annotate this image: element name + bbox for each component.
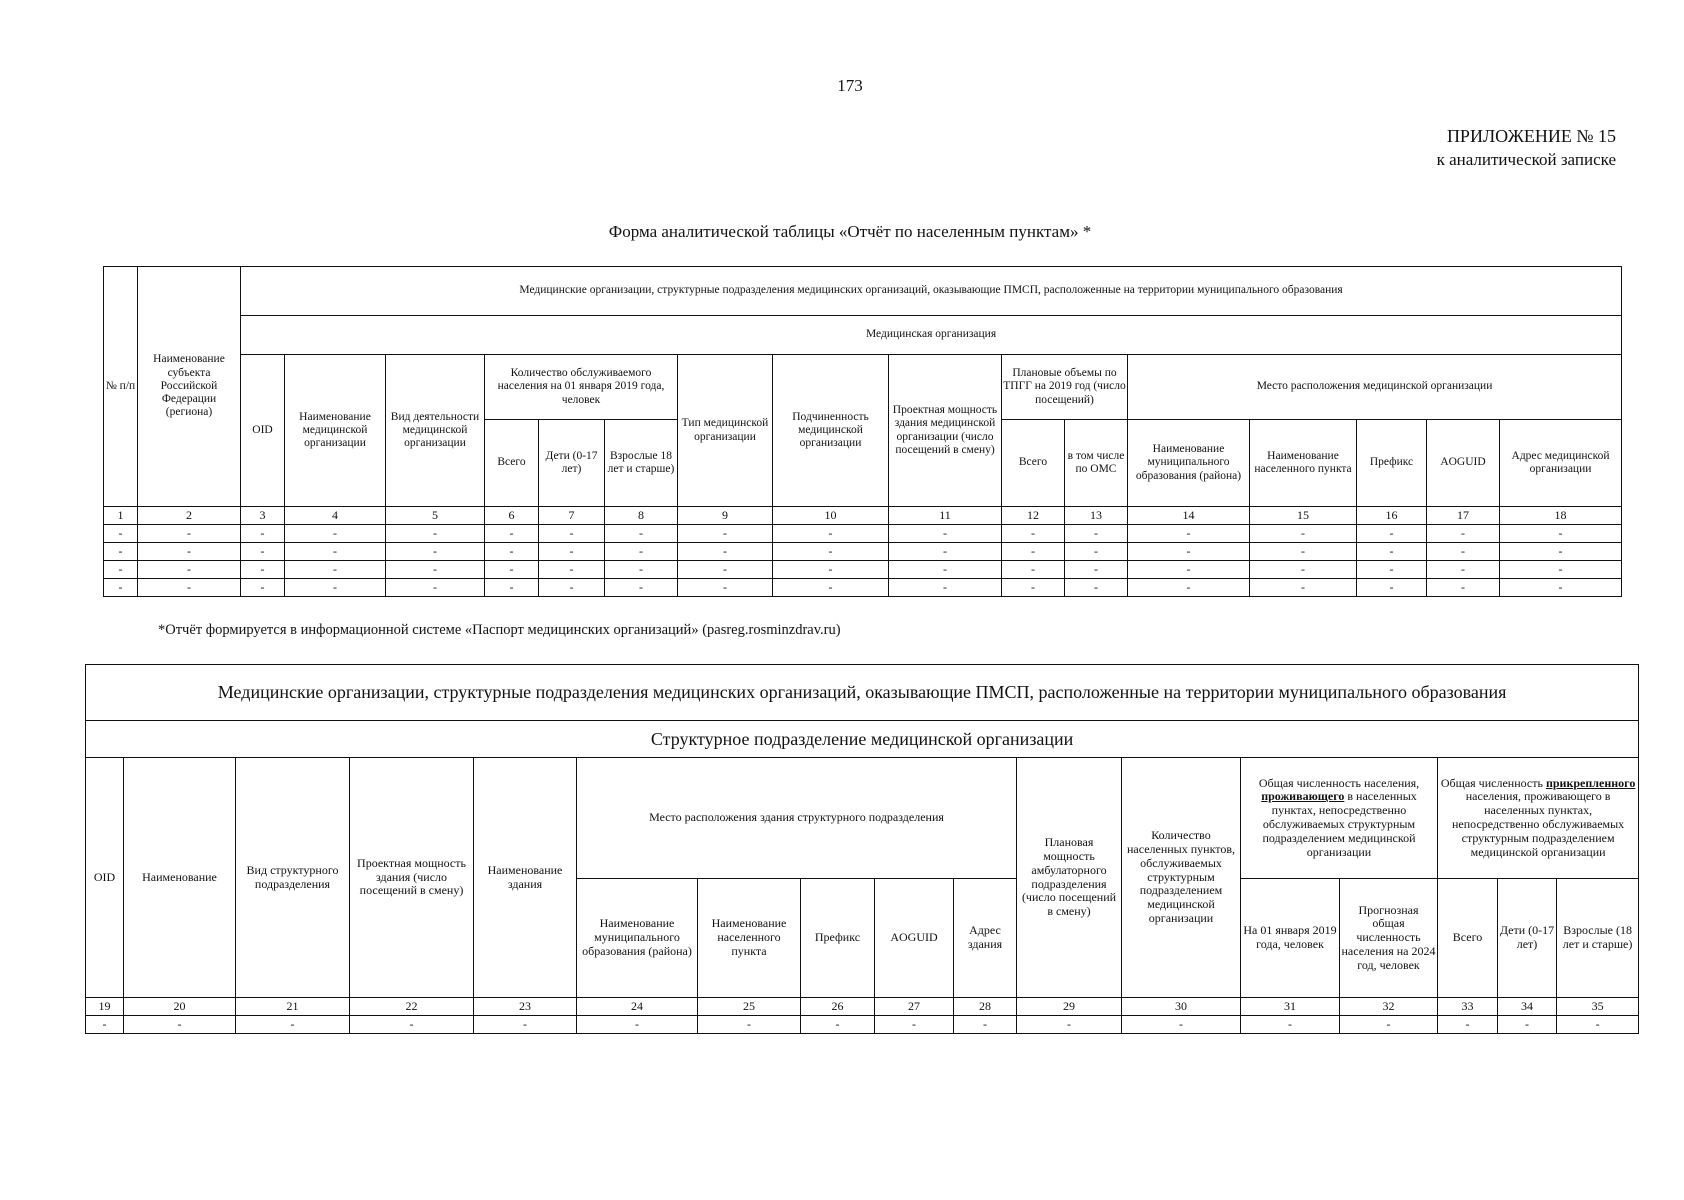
table-cell: - <box>241 543 285 561</box>
header-oid: OID <box>86 758 124 998</box>
page-number: 173 <box>837 76 863 95</box>
table-cell: 5 <box>386 507 485 525</box>
header-population: Количество обслуживаемого населения на 01 января 2019 года, человек <box>485 355 678 420</box>
table-cell: - <box>605 579 678 597</box>
table-cell: 26 <box>801 998 875 1016</box>
header-subordination: Подчиненность медицинской организации <box>773 355 889 507</box>
header-municipality: Наименование муниципального образования (района) <box>1128 420 1250 507</box>
header-outpatient-capacity: Плановая мощность амбулаторного подразделения (число посещений в смену) <box>1017 758 1122 998</box>
table-cell: - <box>104 561 138 579</box>
table-cell: - <box>1241 1016 1340 1034</box>
table-cell: - <box>1065 543 1128 561</box>
table-cell: - <box>86 1016 124 1034</box>
table-cell: - <box>539 579 605 597</box>
table-cell: - <box>104 543 138 561</box>
table-row <box>104 525 1622 543</box>
table-cell: - <box>285 561 386 579</box>
header-settlement: Наименование населенного пункта <box>698 879 801 998</box>
table-cell: 20 <box>124 998 236 1016</box>
table-cell: - <box>1427 543 1500 561</box>
header-region: Наименование субъекта Российской Федерации (региона) <box>138 267 241 507</box>
table-cell: - <box>1002 525 1065 543</box>
table-cell: - <box>1250 525 1357 543</box>
table-cell: - <box>698 1016 801 1034</box>
table-cell: 1 <box>104 507 138 525</box>
table-cell: - <box>138 543 241 561</box>
table-cell: 24 <box>577 998 698 1016</box>
table-cell: - <box>124 1016 236 1034</box>
table-cell: - <box>241 561 285 579</box>
table-cell: - <box>801 1016 875 1034</box>
table-cell: 18 <box>1500 507 1622 525</box>
table-cell: 15 <box>1250 507 1357 525</box>
table-cell: - <box>539 543 605 561</box>
report-table-structural-units <box>85 664 1639 1034</box>
table-cell: - <box>241 579 285 597</box>
header-building-location: Место расположения здания структурного подразделения <box>577 758 1017 879</box>
table-cell: - <box>678 525 773 543</box>
table-cell: - <box>605 525 678 543</box>
header-unit-type: Вид структурного подразделения <box>236 758 350 998</box>
table-cell: 4 <box>285 507 386 525</box>
header-building-name: Наименование здания <box>474 758 577 998</box>
form-title: Форма аналитической таблицы «Отчёт по населенным пунктам» * <box>608 222 1092 241</box>
header-prefix: Префикс <box>801 879 875 998</box>
table-cell: - <box>138 579 241 597</box>
table-cell: 13 <box>1065 507 1128 525</box>
header-aoguid: AOGUID <box>1427 420 1500 507</box>
table-row <box>86 1016 1639 1034</box>
table-cell: - <box>236 1016 350 1034</box>
appendix-title: ПРИЛОЖЕНИЕ № 15 <box>1446 126 1616 146</box>
table-cell: 14 <box>1128 507 1250 525</box>
table-cell: - <box>1357 579 1427 597</box>
table-cell: 10 <box>773 507 889 525</box>
table-cell: - <box>350 1016 474 1034</box>
table-cell: - <box>678 543 773 561</box>
table2-banner: Медицинские организации, структурные подразделения медицинских организаций, оказывающие ПМСП, расположенные на территории муниципального образования <box>86 665 1639 721</box>
table-cell: - <box>889 561 1002 579</box>
header-org-name: Наименование медицинской организации <box>285 355 386 507</box>
header-building-address: Адрес здания <box>954 879 1017 998</box>
report-table-medical-organizations <box>103 266 1622 597</box>
table-cell: - <box>1250 543 1357 561</box>
table-cell: 25 <box>698 998 801 1016</box>
table-cell: 9 <box>678 507 773 525</box>
table-cell: 3 <box>241 507 285 525</box>
header-pop-adults: Взрослые 18 лет и старше) <box>605 420 678 507</box>
header-resident-population: Общая численность населения, проживающего в населенных пунктах, непосредственно обслуживаемых структурным подразделением медицинской организации <box>1241 758 1438 879</box>
table1-banner: Медицинские организации, структурные подразделения медицинских организаций, оказывающие ПМСП, расположенные на территории муниципального образования <box>241 267 1622 316</box>
table-cell: - <box>485 525 539 543</box>
header-num: № п/п <box>104 267 138 507</box>
table-cell: - <box>539 525 605 543</box>
table-cell: 21 <box>236 998 350 1016</box>
table-cell: - <box>285 543 386 561</box>
header-attached-population: Общая численность прикрепленного населения, проживающего в населенных пунктах, непосредственно обслуживаемых структурным подразделением медицинской организации <box>1438 758 1639 879</box>
table-cell: 2 <box>138 507 241 525</box>
table-cell: - <box>889 525 1002 543</box>
header-resident-2019: На 01 января 2019 года, человек <box>1241 879 1340 998</box>
table-cell: 34 <box>1498 998 1557 1016</box>
table-cell: - <box>1438 1016 1498 1034</box>
table-cell: - <box>1500 579 1622 597</box>
table-cell: - <box>605 561 678 579</box>
appendix-subtitle: к аналитической записке <box>1436 150 1616 169</box>
table-cell: 27 <box>875 998 954 1016</box>
header-attached-total: Всего <box>1438 879 1498 998</box>
table-cell: - <box>678 561 773 579</box>
table-cell: - <box>1250 579 1357 597</box>
table-cell: - <box>1128 543 1250 561</box>
header-pop-children: Дети (0-17 лет) <box>539 420 605 507</box>
table-cell: - <box>1500 561 1622 579</box>
header-planned-total: Всего <box>1002 420 1065 507</box>
table-cell: - <box>1002 579 1065 597</box>
table-cell: - <box>138 561 241 579</box>
table-cell: - <box>577 1016 698 1034</box>
header-capacity: Проектная мощность здания (число посещений в смену) <box>350 758 474 998</box>
table-cell: - <box>1128 579 1250 597</box>
table-cell: 7 <box>539 507 605 525</box>
table-cell: - <box>1357 561 1427 579</box>
header-oid: OID <box>241 355 285 507</box>
table-cell: - <box>1128 561 1250 579</box>
table-cell: - <box>1427 579 1500 597</box>
table-cell: 35 <box>1557 998 1639 1016</box>
table-cell: - <box>1500 543 1622 561</box>
table-row <box>104 561 1622 579</box>
table-cell: - <box>539 561 605 579</box>
table-cell: 28 <box>954 998 1017 1016</box>
table-cell: - <box>386 543 485 561</box>
table-cell: - <box>1500 525 1622 543</box>
table-cell: 12 <box>1002 507 1065 525</box>
table-cell: - <box>1340 1016 1438 1034</box>
table-cell: - <box>1065 561 1128 579</box>
table-cell: 11 <box>889 507 1002 525</box>
header-activity: Вид деятельности медицинской организации <box>386 355 485 507</box>
table-cell: - <box>1427 525 1500 543</box>
header-location: Место расположения медицинской организации <box>1128 355 1622 420</box>
table-cell: - <box>285 579 386 597</box>
table-cell: - <box>485 543 539 561</box>
header-prefix: Префикс <box>1357 420 1427 507</box>
table-cell: - <box>1128 525 1250 543</box>
table-cell: - <box>1017 1016 1122 1034</box>
header-settlement: Наименование населенного пункта <box>1250 420 1357 507</box>
appendix-header <box>1437 125 1616 171</box>
table-cell: - <box>889 579 1002 597</box>
table-cell: - <box>386 561 485 579</box>
table-cell: - <box>485 561 539 579</box>
header-aoguid: AOGUID <box>875 879 954 998</box>
column-number-row <box>86 998 1639 1016</box>
table-cell: 29 <box>1017 998 1122 1016</box>
table-cell: - <box>474 1016 577 1034</box>
table-cell: 17 <box>1427 507 1500 525</box>
table-cell: 33 <box>1438 998 1498 1016</box>
table-cell: 23 <box>474 998 577 1016</box>
table-cell: - <box>1250 561 1357 579</box>
table-cell: 6 <box>485 507 539 525</box>
table-cell: - <box>773 543 889 561</box>
table-cell: - <box>285 525 386 543</box>
table-cell: - <box>104 579 138 597</box>
header-municipality: Наименование муниципального образования (района) <box>577 879 698 998</box>
table-cell: - <box>1122 1016 1241 1034</box>
table-cell: 30 <box>1122 998 1241 1016</box>
table-cell: - <box>1357 525 1427 543</box>
column-number-row <box>104 507 1622 525</box>
table-cell: - <box>1002 543 1065 561</box>
table-cell: 32 <box>1340 998 1438 1016</box>
table2-subbanner: Структурное подразделение медицинской организации <box>86 721 1639 758</box>
table-cell: - <box>875 1016 954 1034</box>
table-cell: - <box>104 525 138 543</box>
table-cell: - <box>605 543 678 561</box>
table-cell: 19 <box>86 998 124 1016</box>
table-cell: 22 <box>350 998 474 1016</box>
table-cell: - <box>678 579 773 597</box>
table-cell: - <box>1065 525 1128 543</box>
header-org-type: Тип медицинской организации <box>678 355 773 507</box>
header-address: Адрес медицинской организации <box>1500 420 1622 507</box>
header-capacity: Проектная мощность здания медицинской организации (число посещений в смену) <box>889 355 1002 507</box>
table-cell: - <box>241 525 285 543</box>
footnote: *Отчёт формируется в информационной системе «Паспорт медицинских организаций» (pasreg.rosminzdrav.ru) <box>158 622 841 638</box>
table-cell: - <box>1065 579 1128 597</box>
table-cell: - <box>138 525 241 543</box>
table-cell: - <box>773 525 889 543</box>
header-attached-children: Дети (0-17 лет) <box>1498 879 1557 998</box>
header-planned-volumes: Плановые объемы по ТПГГ на 2019 год (число посещений) <box>1002 355 1128 420</box>
table-cell: 16 <box>1357 507 1427 525</box>
header-pop-total: Всего <box>485 420 539 507</box>
table-row <box>104 543 1622 561</box>
table-cell: - <box>773 579 889 597</box>
table-cell: 31 <box>1241 998 1340 1016</box>
underlined-keyword: прикрепленного <box>1545 775 1636 790</box>
header-attached-adults: Взрослые (18 лет и старше) <box>1557 879 1639 998</box>
table-cell: - <box>954 1016 1017 1034</box>
table-cell: 8 <box>605 507 678 525</box>
header-resident-2024: Прогнозная общая численность населения на 2024 год, человек <box>1340 879 1438 998</box>
header-planned-oms: в том числе по ОМС <box>1065 420 1128 507</box>
header-unit-name: Наименование <box>124 758 236 998</box>
table-cell: - <box>386 525 485 543</box>
table-cell: - <box>889 543 1002 561</box>
table-cell: - <box>773 561 889 579</box>
table1-subbanner: Медицинская организация <box>241 316 1622 355</box>
table-cell: - <box>386 579 485 597</box>
underlined-keyword: проживающего <box>1261 789 1345 804</box>
table-cell: - <box>1427 561 1500 579</box>
table-cell: - <box>1002 561 1065 579</box>
table-cell: - <box>485 579 539 597</box>
table-cell: - <box>1498 1016 1557 1034</box>
header-settlements-count: Количество населенных пунктов, обслуживаемых структурным подразделением медицинской организации <box>1122 758 1241 998</box>
table-cell: - <box>1357 543 1427 561</box>
table-cell: - <box>1557 1016 1639 1034</box>
table-row <box>104 579 1622 597</box>
